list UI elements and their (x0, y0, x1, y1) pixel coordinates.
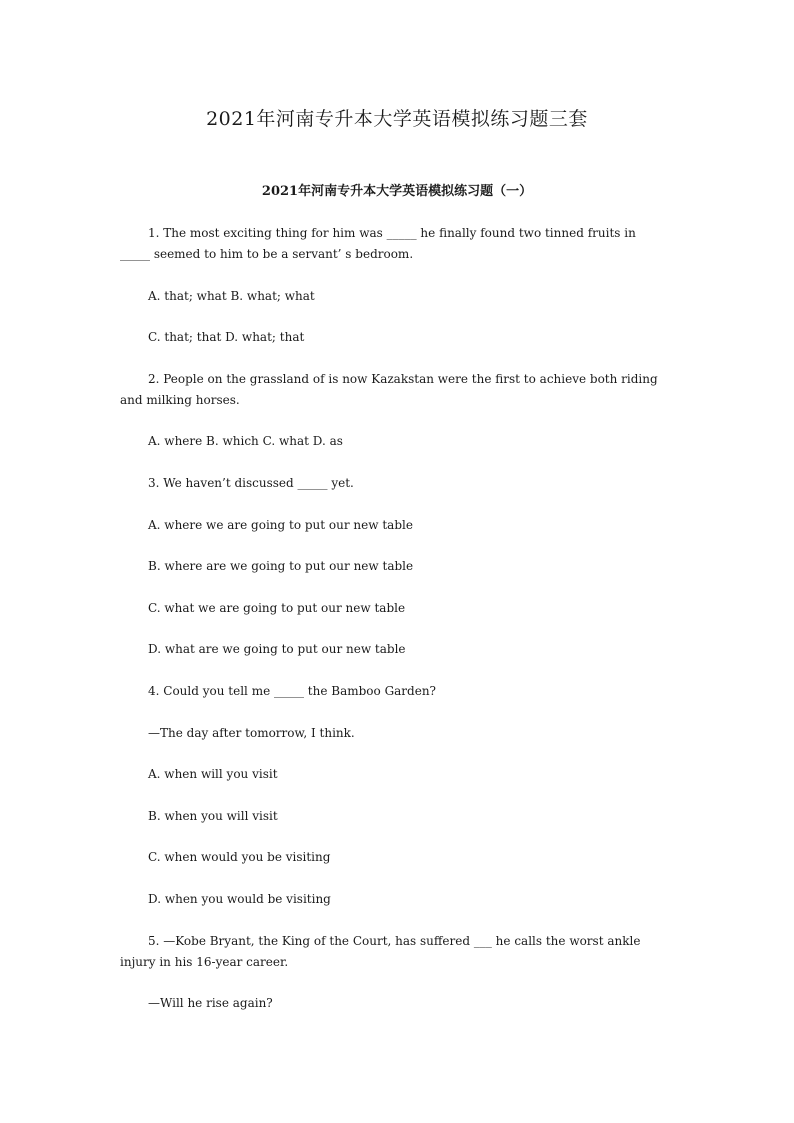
q3-option-c: C. what we are going to put our new table (148, 600, 406, 615)
q4-option-b: B. when you will visit (148, 808, 278, 823)
document-title: 2021年河南专升本大学英语模拟练习题三套 (206, 108, 588, 130)
question-3: 3. We haven’t discussed _____ yet. (148, 475, 354, 490)
q4-option-a: A. when will you visit (148, 767, 278, 782)
q1-options-cd: C. that; that D. what; that (148, 330, 305, 345)
q3-option-a: A. where we are going to put our new table (148, 517, 413, 532)
q5-dialogue-reply: —Will he rise again? (148, 996, 273, 1011)
q3-option-b: B. where are we going to put our new table (148, 559, 414, 574)
document-body (120, 223, 660, 1035)
q3-option-d: D. what are we going to put our new table (148, 642, 406, 657)
question-2: 2. People on the grassland of is now Kazakstan were the first to achieve both riding and milking horses. (120, 371, 662, 407)
q4-option-c: C. when would you be visiting (148, 850, 331, 865)
question-5: 5. —Kobe Bryant, the King of the Court, has suffered ___ he calls the worst ankle injury in his 16-year career. (120, 933, 645, 969)
section-title: 2021年河南专升本大学英语模拟练习题（一） (261, 184, 533, 199)
q1-options-ab: A. that; what B. what; what (148, 288, 315, 303)
question-4: 4. Could you tell me _____ the Bamboo Garden? (148, 683, 436, 698)
q2-options: A. where B. which C. what D. as (148, 434, 343, 449)
question-1: 1. The most exciting thing for him was _____ he finally found two tinned fruits in _____ seemed to him to be a servant’ s bedroom. (120, 226, 640, 261)
q4-dialogue-reply: —The day after tomorrow, I think. (148, 725, 355, 740)
q4-option-d: D. when you would be visiting (148, 891, 331, 906)
